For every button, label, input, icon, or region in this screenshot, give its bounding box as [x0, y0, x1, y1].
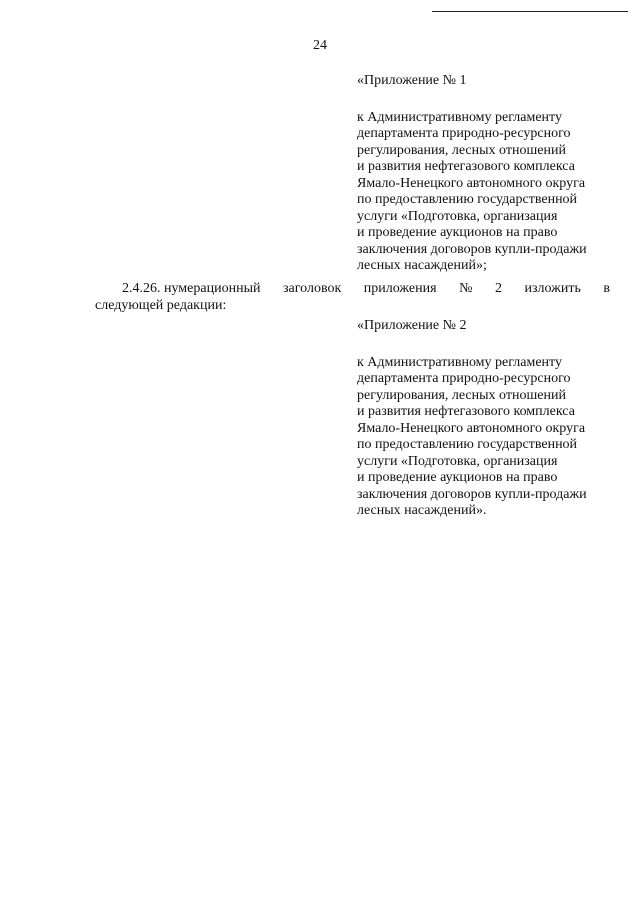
- appendix-1-line: по предоставлению государственной: [357, 192, 578, 207]
- appendix-2-text: [357, 355, 617, 520]
- appendix-1-block: [357, 73, 617, 275]
- page-number: 24: [313, 38, 327, 53]
- paragraph-word: заголовок: [283, 281, 342, 296]
- appendix-2-line: департамента природно-ресурсного: [357, 371, 571, 386]
- appendix-1-line: заключения договоров купли-продажи: [357, 241, 587, 257]
- appendix-1-line: и развития нефтегазового комплекса: [357, 159, 575, 174]
- appendix-2-line: к Административному регламенту: [357, 354, 562, 370]
- amendment-paragraph-second-line: следующей редакции:: [95, 297, 227, 313]
- appendix-1-line: Ямало-Ненецкого автономного округа: [357, 175, 586, 191]
- appendix-2-line: услуги «Подготовка, организация: [357, 453, 558, 469]
- appendix-2-line: и развития нефтегазового комплекса: [357, 404, 575, 419]
- appendix-1-line: регулирования, лесных отношений: [357, 142, 566, 158]
- appendix-1-line: лесных насаждений»;: [357, 258, 487, 273]
- appendix-1-line: департамента природно-ресурсного: [357, 126, 571, 141]
- paragraph-word: в: [603, 281, 610, 296]
- appendix-2-line: заключения договоров купли-продажи: [357, 486, 587, 502]
- paragraph-word: 2: [494, 281, 502, 296]
- appendix-2-line: и проведение аукционов на право: [357, 470, 558, 485]
- appendix-1-text: [357, 110, 617, 275]
- amendment-paragraph: [95, 281, 610, 314]
- appendix-1-heading: «Приложение № 1: [357, 73, 467, 88]
- appendix-1-line: и проведение аукционов на право: [357, 225, 558, 240]
- top-rule: [432, 11, 628, 12]
- appendix-2-line: по предоставлению государственной: [357, 437, 578, 452]
- appendix-2-line: лесных насаждений».: [357, 503, 487, 518]
- appendix-2-line: регулирования, лесных отношений: [357, 387, 566, 403]
- amendment-paragraph-first-line: [95, 281, 610, 298]
- appendix-1-line: к Административному регламенту: [357, 109, 562, 125]
- appendix-2-block: [357, 318, 617, 520]
- appendix-1-line: услуги «Подготовка, организация: [357, 208, 558, 224]
- paragraph-word: №: [459, 281, 473, 296]
- appendix-2-line: Ямало-Ненецкого автономного округа: [357, 420, 586, 436]
- appendix-2-heading: «Приложение № 2: [357, 318, 467, 333]
- paragraph-word: изложить: [524, 281, 581, 296]
- paragraph-word: приложения: [363, 281, 437, 296]
- paragraph-word: 2.4.26. нумерационный: [122, 281, 261, 296]
